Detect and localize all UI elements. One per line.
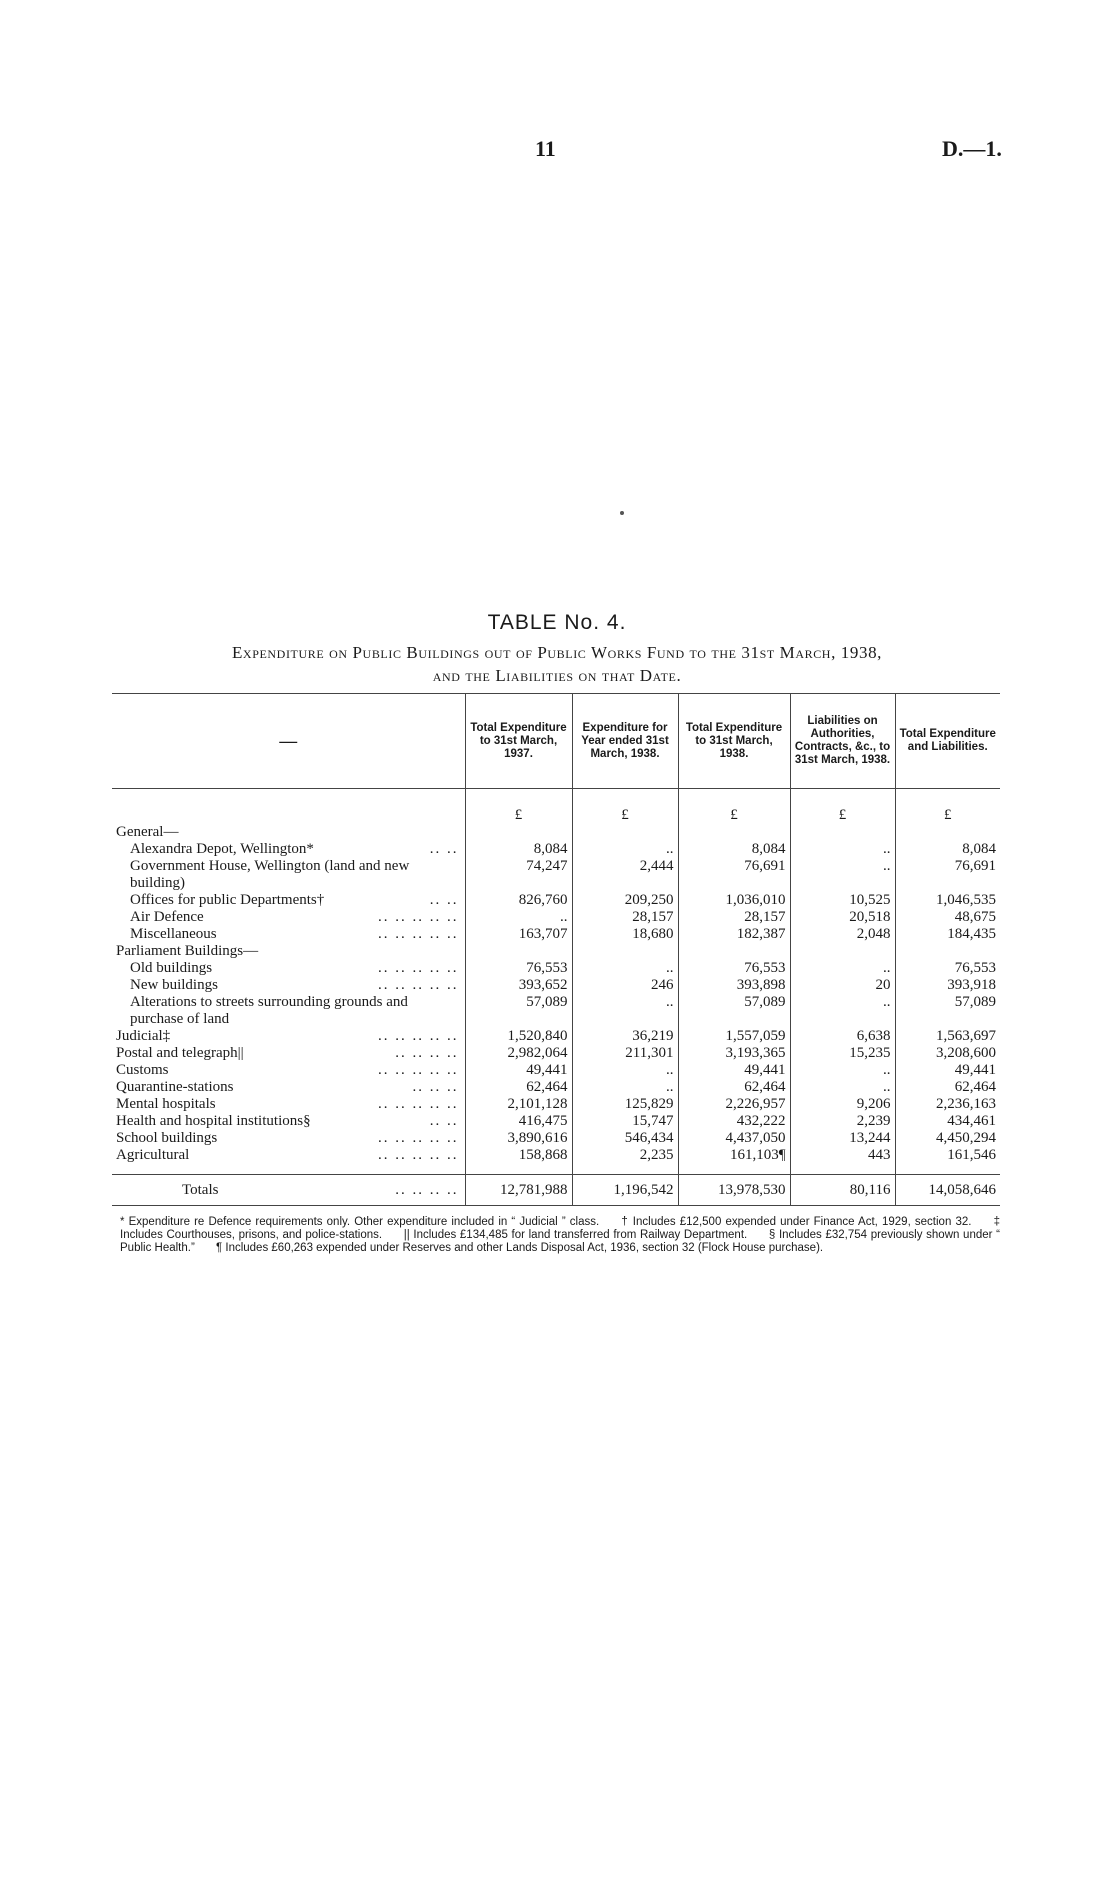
cell-c2: .. bbox=[572, 841, 678, 858]
cell-c2: 125,829 bbox=[572, 1096, 678, 1113]
row-label bbox=[112, 1079, 465, 1096]
cell-c4: .. bbox=[790, 858, 895, 892]
row-label bbox=[112, 858, 465, 892]
table-row bbox=[112, 960, 1000, 977]
header-liabilities: Liabilities on Authorities, Contracts, &c., to 31st March, 1938. bbox=[790, 694, 895, 789]
dot-leader: .. .. .. .. .. bbox=[378, 1147, 459, 1163]
table-row bbox=[112, 1079, 1000, 1096]
row-label-text: Mental hospitals bbox=[116, 1096, 216, 1112]
row-label bbox=[112, 1130, 465, 1147]
cell-c2: .. bbox=[572, 1062, 678, 1079]
cell-c4: 2,048 bbox=[790, 926, 895, 943]
cell-c5: 161,546 bbox=[895, 1147, 1000, 1164]
cell-c3 bbox=[678, 824, 790, 841]
cell-c1 bbox=[465, 943, 572, 960]
cell-c3: 57,089 bbox=[678, 994, 790, 1028]
row-label bbox=[112, 1045, 465, 1062]
row-label bbox=[112, 909, 465, 926]
cell-c3: 161,103¶ bbox=[678, 1147, 790, 1164]
cell-c3: 4,437,050 bbox=[678, 1130, 790, 1147]
cell-c5: 4,450,294 bbox=[895, 1130, 1000, 1147]
cell-c2: .. bbox=[572, 994, 678, 1028]
page-number: 11 bbox=[535, 136, 556, 161]
row-label bbox=[112, 1147, 465, 1164]
cell-c5: 3,208,600 bbox=[895, 1045, 1000, 1062]
cell-c5: 2,236,163 bbox=[895, 1096, 1000, 1113]
unit-cell: £ bbox=[465, 807, 572, 824]
row-label-text: Customs bbox=[116, 1062, 169, 1078]
cell-c1: 8,084 bbox=[465, 841, 572, 858]
dot-leader: .. .. .. .. .. bbox=[378, 909, 459, 925]
dot-leader: .. .. .. .. .. bbox=[378, 960, 459, 976]
cell-c5: 1,046,535 bbox=[895, 892, 1000, 909]
cell-c3: 76,691 bbox=[678, 858, 790, 892]
totals-c3: 13,978,530 bbox=[678, 1175, 790, 1206]
dot-leader: .. .. .. .. .. bbox=[378, 1028, 459, 1044]
cell-c5: 48,675 bbox=[895, 909, 1000, 926]
table-header-row bbox=[112, 694, 1000, 789]
cell-c1: 2,982,064 bbox=[465, 1045, 572, 1062]
cell-c1: 158,868 bbox=[465, 1147, 572, 1164]
header-total-1938: Total Expenditure to 31st March, 1938. bbox=[678, 694, 790, 789]
unit-row bbox=[112, 807, 1000, 824]
cell-c5: 76,553 bbox=[895, 960, 1000, 977]
cell-c5: 57,089 bbox=[895, 994, 1000, 1028]
totals-c4: 80,116 bbox=[790, 1175, 895, 1206]
table-row bbox=[112, 943, 1000, 960]
cell-c4: 20 bbox=[790, 977, 895, 994]
totals-row bbox=[112, 1175, 1000, 1206]
table-row bbox=[112, 909, 1000, 926]
row-label-text: Air Defence bbox=[130, 909, 204, 925]
row-label-text: Health and hospital institutions§ bbox=[116, 1113, 311, 1129]
dot-leader: .. .. .. .. .. bbox=[378, 1130, 459, 1146]
table-subtitle bbox=[100, 641, 1014, 687]
row-label bbox=[112, 943, 465, 960]
table-row bbox=[112, 841, 1000, 858]
table-row bbox=[112, 977, 1000, 994]
table-row bbox=[112, 1028, 1000, 1045]
gap-row bbox=[112, 1164, 1000, 1175]
row-label-text: Old buildings bbox=[130, 960, 213, 976]
cell-c3: 1,557,059 bbox=[678, 1028, 790, 1045]
row-label bbox=[112, 926, 465, 943]
dot-leader: .. .. .. .. bbox=[395, 1182, 459, 1198]
row-label bbox=[112, 1028, 465, 1045]
cell-c1: 1,520,840 bbox=[465, 1028, 572, 1045]
row-label-text: Alexandra Depot, Wellington* bbox=[130, 841, 314, 857]
footnote: * Expenditure re Defence requirements only. Other expenditure included in “ Judicial ” class. bbox=[120, 1216, 600, 1228]
cell-c2: .. bbox=[572, 1079, 678, 1096]
cell-c4: 10,525 bbox=[790, 892, 895, 909]
cell-c2: 2,235 bbox=[572, 1147, 678, 1164]
dot-leader: .. .. .. .. .. bbox=[378, 926, 459, 942]
cell-c1: 826,760 bbox=[465, 892, 572, 909]
cell-c2: 36,219 bbox=[572, 1028, 678, 1045]
cell-c1: 3,890,616 bbox=[465, 1130, 572, 1147]
footnote: † Includes £12,500 expended under Finance Act, 1929, section 32. bbox=[621, 1216, 972, 1228]
row-label-text: Agricultural bbox=[116, 1147, 190, 1163]
row-label-text: New buildings bbox=[130, 977, 218, 993]
dot-leader: .. .. .. .. .. bbox=[378, 1062, 459, 1078]
printer-mark bbox=[620, 511, 624, 515]
table-row bbox=[112, 824, 1000, 841]
cell-c4: .. bbox=[790, 1062, 895, 1079]
cell-c5 bbox=[895, 943, 1000, 960]
cell-c1 bbox=[465, 824, 572, 841]
row-label-text: Miscellaneous bbox=[130, 926, 217, 942]
cell-c2: 211,301 bbox=[572, 1045, 678, 1062]
cell-c3: 8,084 bbox=[678, 841, 790, 858]
cell-c3: 1,036,010 bbox=[678, 892, 790, 909]
row-label bbox=[112, 824, 465, 841]
cell-c1: 74,247 bbox=[465, 858, 572, 892]
table-row bbox=[112, 1096, 1000, 1113]
dot-leader: .. .. bbox=[429, 892, 459, 908]
totals-c5: 14,058,646 bbox=[895, 1175, 1000, 1206]
dot-leader: .. .. .. bbox=[412, 1079, 459, 1095]
row-label-text: Government House, Wellington (land and new building) bbox=[130, 858, 410, 891]
cell-c4: 9,206 bbox=[790, 1096, 895, 1113]
totals-label bbox=[112, 1175, 465, 1206]
cell-c2 bbox=[572, 943, 678, 960]
cell-c5: 393,918 bbox=[895, 977, 1000, 994]
cell-c1: 57,089 bbox=[465, 994, 572, 1028]
cell-c2: 2,444 bbox=[572, 858, 678, 892]
cell-c4: 443 bbox=[790, 1147, 895, 1164]
totals-c1: 12,781,988 bbox=[465, 1175, 572, 1206]
row-label bbox=[112, 1113, 465, 1130]
cell-c1: 2,101,128 bbox=[465, 1096, 572, 1113]
cell-c5: 1,563,697 bbox=[895, 1028, 1000, 1045]
header-description: — bbox=[112, 694, 465, 789]
cell-c3: 393,898 bbox=[678, 977, 790, 994]
cell-c4: .. bbox=[790, 994, 895, 1028]
footnotes bbox=[120, 1216, 1000, 1255]
row-label bbox=[112, 960, 465, 977]
cell-c1: 62,464 bbox=[465, 1079, 572, 1096]
table-title: TABLE No. 4. bbox=[487, 611, 627, 634]
cell-c5: 8,084 bbox=[895, 841, 1000, 858]
totals-c2: 1,196,542 bbox=[572, 1175, 678, 1206]
row-label-text: Offices for public Departments† bbox=[130, 892, 325, 908]
footnote: ‡ Includes Courthouses, prisons, and police-stations. bbox=[120, 1216, 1001, 1241]
unit-cell: £ bbox=[790, 807, 895, 824]
cell-c4: 6,638 bbox=[790, 1028, 895, 1045]
cell-c2: 18,680 bbox=[572, 926, 678, 943]
cell-c4: .. bbox=[790, 841, 895, 858]
subtitle-line-2: and the Liabilities on that Date. bbox=[432, 666, 682, 685]
table-row bbox=[112, 994, 1000, 1028]
cell-c4 bbox=[790, 943, 895, 960]
table-row bbox=[112, 1113, 1000, 1130]
cell-c3: 62,464 bbox=[678, 1079, 790, 1096]
cell-c1: 416,475 bbox=[465, 1113, 572, 1130]
cell-c3 bbox=[678, 943, 790, 960]
cell-c2: 246 bbox=[572, 977, 678, 994]
unit-cell: £ bbox=[678, 807, 790, 824]
cell-c5 bbox=[895, 824, 1000, 841]
unit-cell: £ bbox=[895, 807, 1000, 824]
footnote: § Includes £32,754 previously shown under “ Public Health.” bbox=[120, 1229, 1000, 1254]
header-total-1937: Total Expenditure to 31st March, 1937. bbox=[465, 694, 572, 789]
footnote: ¶ Includes £60,263 expended under Reserves and other Lands Disposal Act, 1936, section 32 (Flock House purchase). bbox=[216, 1242, 824, 1254]
row-label-text: Parliament Buildings— bbox=[116, 943, 259, 959]
dot-leader: .. .. bbox=[429, 1113, 459, 1129]
cell-c3: 28,157 bbox=[678, 909, 790, 926]
dot-leader: .. .. .. .. .. bbox=[378, 1096, 459, 1112]
cell-c4: 15,235 bbox=[790, 1045, 895, 1062]
row-label bbox=[112, 892, 465, 909]
cell-c5: 62,464 bbox=[895, 1079, 1000, 1096]
expenditure-table bbox=[112, 693, 1000, 1206]
unit-cell: £ bbox=[572, 807, 678, 824]
row-label bbox=[112, 841, 465, 858]
cell-c2 bbox=[572, 824, 678, 841]
cell-c1: 163,707 bbox=[465, 926, 572, 943]
cell-c5: 49,441 bbox=[895, 1062, 1000, 1079]
cell-c1: 49,441 bbox=[465, 1062, 572, 1079]
dot-leader: .. .. bbox=[429, 841, 459, 857]
document-reference: D.—1. bbox=[942, 136, 1002, 161]
spacer-row bbox=[112, 789, 1000, 808]
cell-c4: 2,239 bbox=[790, 1113, 895, 1130]
row-label bbox=[112, 1096, 465, 1113]
dot-leader: .. .. .. .. bbox=[395, 1045, 459, 1061]
cell-c3: 2,226,957 bbox=[678, 1096, 790, 1113]
cell-c1: 393,652 bbox=[465, 977, 572, 994]
table-row bbox=[112, 1130, 1000, 1147]
cell-c5: 76,691 bbox=[895, 858, 1000, 892]
footnote: || Includes £134,485 for land transferred from Railway Department. bbox=[403, 1229, 748, 1241]
cell-c5: 434,461 bbox=[895, 1113, 1000, 1130]
cell-c3: 49,441 bbox=[678, 1062, 790, 1079]
cell-c4: 20,518 bbox=[790, 909, 895, 926]
row-label-text: Quarantine-stations bbox=[116, 1079, 234, 1095]
cell-c2: 15,747 bbox=[572, 1113, 678, 1130]
table-row bbox=[112, 926, 1000, 943]
table-row bbox=[112, 1062, 1000, 1079]
cell-c4: 13,244 bbox=[790, 1130, 895, 1147]
cell-c3: 432,222 bbox=[678, 1113, 790, 1130]
cell-c2: .. bbox=[572, 960, 678, 977]
row-label-text: School buildings bbox=[116, 1130, 218, 1146]
cell-c1: .. bbox=[465, 909, 572, 926]
row-label-text: Alterations to streets surrounding grounds and purchase of land bbox=[130, 994, 408, 1027]
table-row bbox=[112, 858, 1000, 892]
header-expenditure-1938: Expenditure for Year ended 31st March, 1938. bbox=[572, 694, 678, 789]
cell-c4: .. bbox=[790, 1079, 895, 1096]
cell-c5: 184,435 bbox=[895, 926, 1000, 943]
row-label bbox=[112, 1062, 465, 1079]
row-label-text: Judicial‡ bbox=[116, 1028, 171, 1044]
dot-leader: .. .. .. .. .. bbox=[378, 977, 459, 993]
table-row bbox=[112, 1147, 1000, 1164]
cell-c3: 76,553 bbox=[678, 960, 790, 977]
row-label bbox=[112, 994, 465, 1028]
subtitle-line-1: Expenditure on Public Buildings out of Public Works Fund to the 31st March, 1938, bbox=[231, 643, 883, 662]
row-label-text: General— bbox=[116, 824, 179, 840]
cell-c4 bbox=[790, 824, 895, 841]
row-label-text: Postal and telegraph|| bbox=[116, 1045, 244, 1061]
cell-c2: 209,250 bbox=[572, 892, 678, 909]
table-row bbox=[112, 892, 1000, 909]
header-total-with-liabilities: Total Expenditure and Liabilities. bbox=[895, 694, 1000, 789]
cell-c3: 3,193,365 bbox=[678, 1045, 790, 1062]
cell-c2: 546,434 bbox=[572, 1130, 678, 1147]
row-label bbox=[112, 977, 465, 994]
cell-c2: 28,157 bbox=[572, 909, 678, 926]
cell-c3: 182,387 bbox=[678, 926, 790, 943]
cell-c4: .. bbox=[790, 960, 895, 977]
cell-c1: 76,553 bbox=[465, 960, 572, 977]
table-row bbox=[112, 1045, 1000, 1062]
totals-label-text: Totals bbox=[182, 1182, 219, 1198]
